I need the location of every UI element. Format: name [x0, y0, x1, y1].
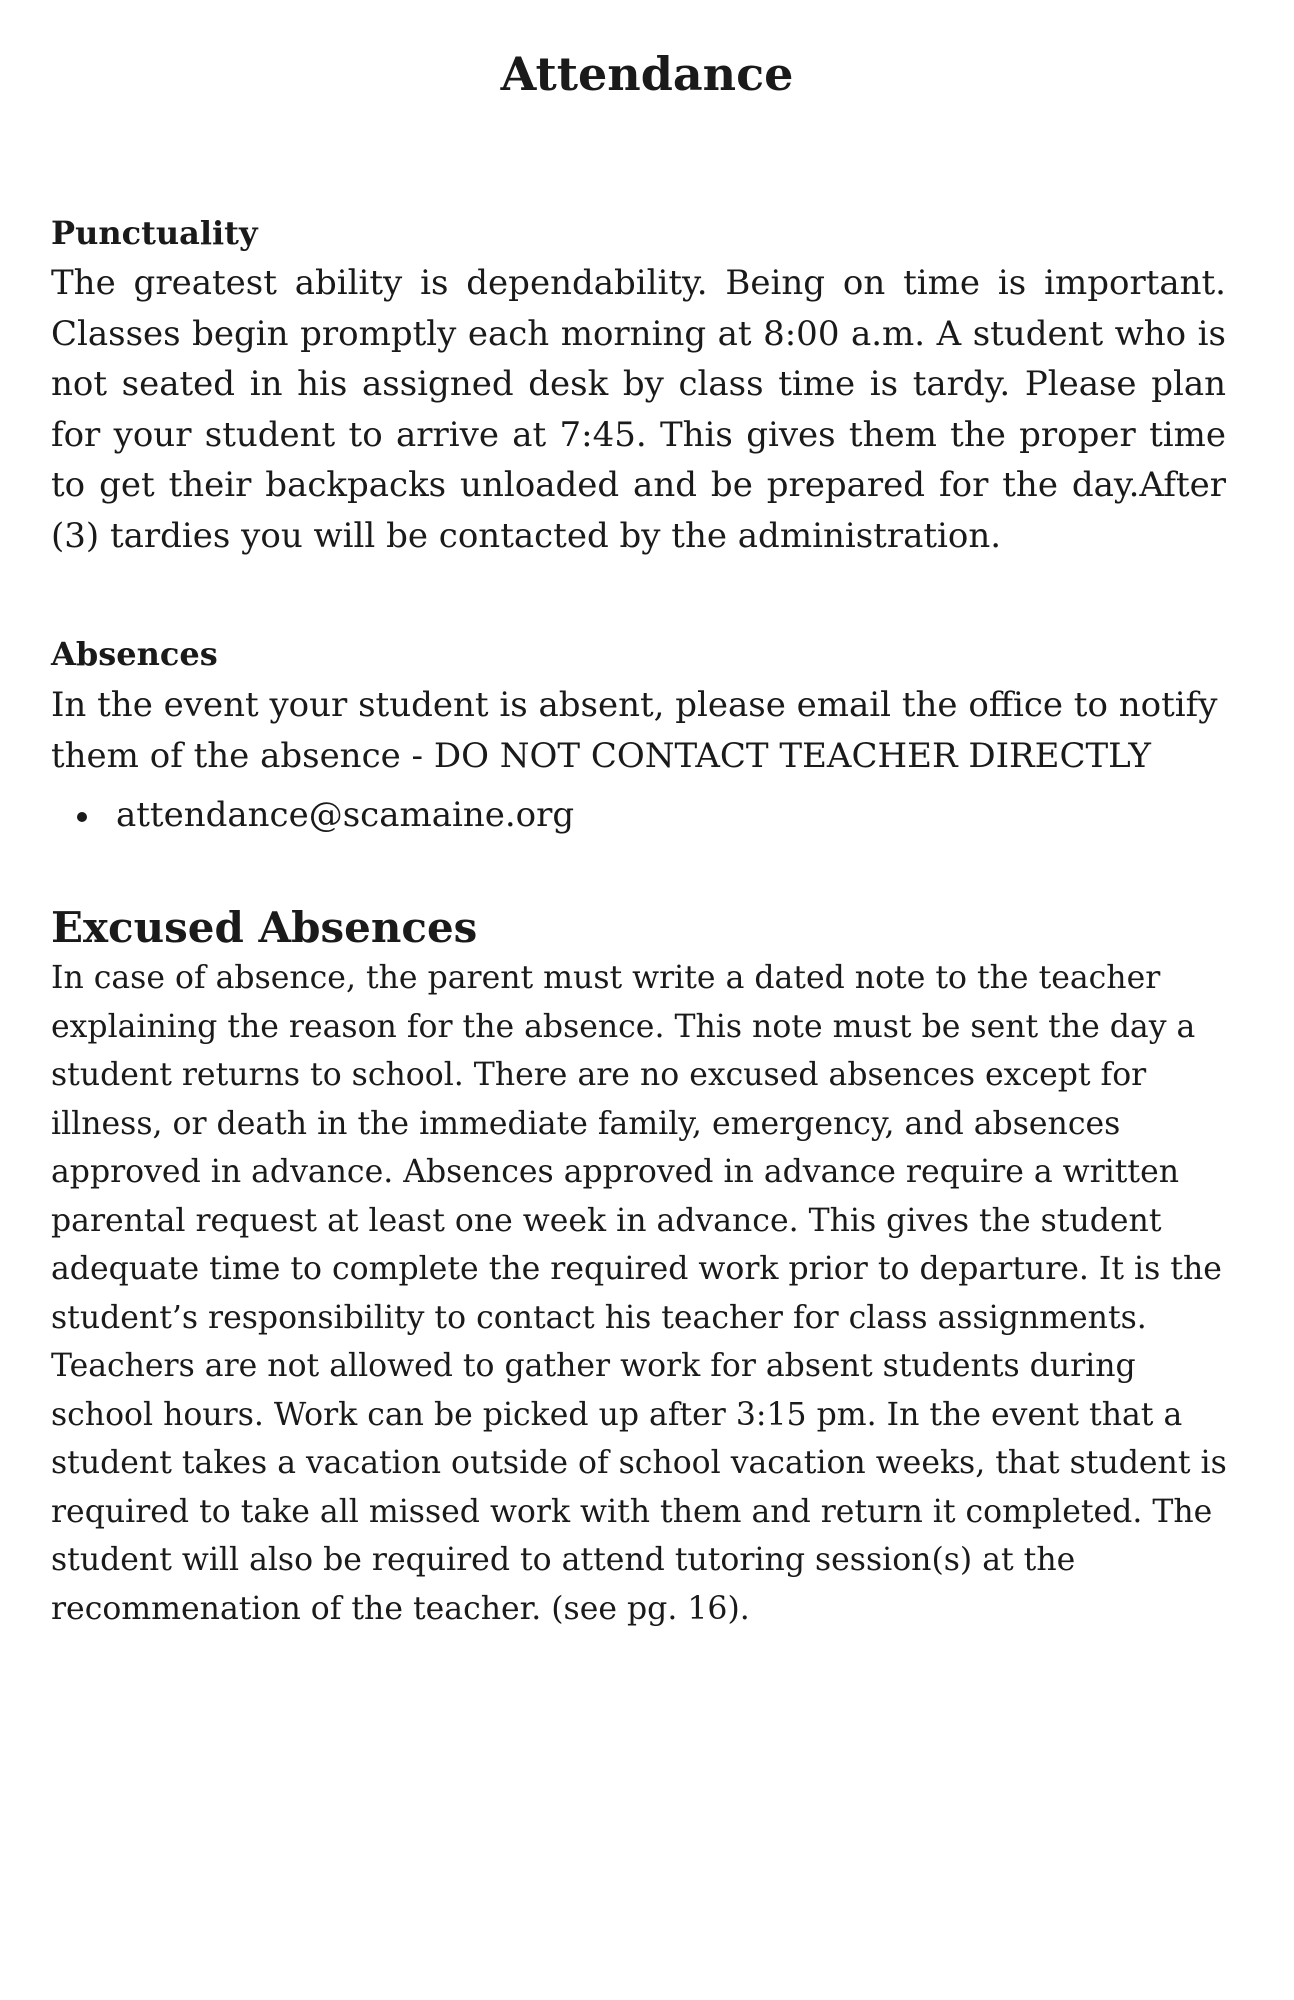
absences-paragraph: In the event your student is absent, please email the office to notify them of the absence - DO NOT CONTACT TEACHER DIRECTLY — [51, 685, 1218, 776]
absence-contact-list — [51, 790, 1251, 840]
page-title: Attendance — [500, 47, 794, 101]
absence-contact-email[interactable]: attendance@scamaine.org — [51, 790, 1251, 840]
punctuality-heading: Punctuality — [51, 214, 258, 252]
punctuality-paragraph: The greatest ability is dependability. Being on time is important. Classes begin promptly each morning at 8:00 a.m. A student who is not seated in his assigned desk by class time is tardy. Please plan for your student to arrive at 7:45. This gives them the proper time to get their backpacks unloaded and be prepared for the day.After (3) tardies you will be contacted by the administration. — [51, 263, 1226, 556]
excused-absences-heading: Excused Absences — [51, 903, 478, 952]
excused-absences-paragraph: In case of absence, the parent must write a dated note to the teacher explaining the reason for the absence. This note must be sent the day a student returns to school. There are no excused absences except for illness, or death in the immediate family, emergency, and absences approved in advance. Absences approved in advance require a written parental request at least one week in advance. This gives the student adequate time to complete the required work prior to departure. It is the student’s responsibility to contact his teacher for class assignments. Teachers are not allowed to gather work for absent students during school hours. Work can be picked up after 3:15 pm. In the event that a student takes a vacation outside of school vacation weeks, that student is required to take all missed work with them and return it completed. The student will also be required to attend tutoring session(s) at the recommenation of the teacher. (see pg. 16). — [51, 960, 1227, 1627]
absences-heading: Absences — [51, 635, 218, 673]
